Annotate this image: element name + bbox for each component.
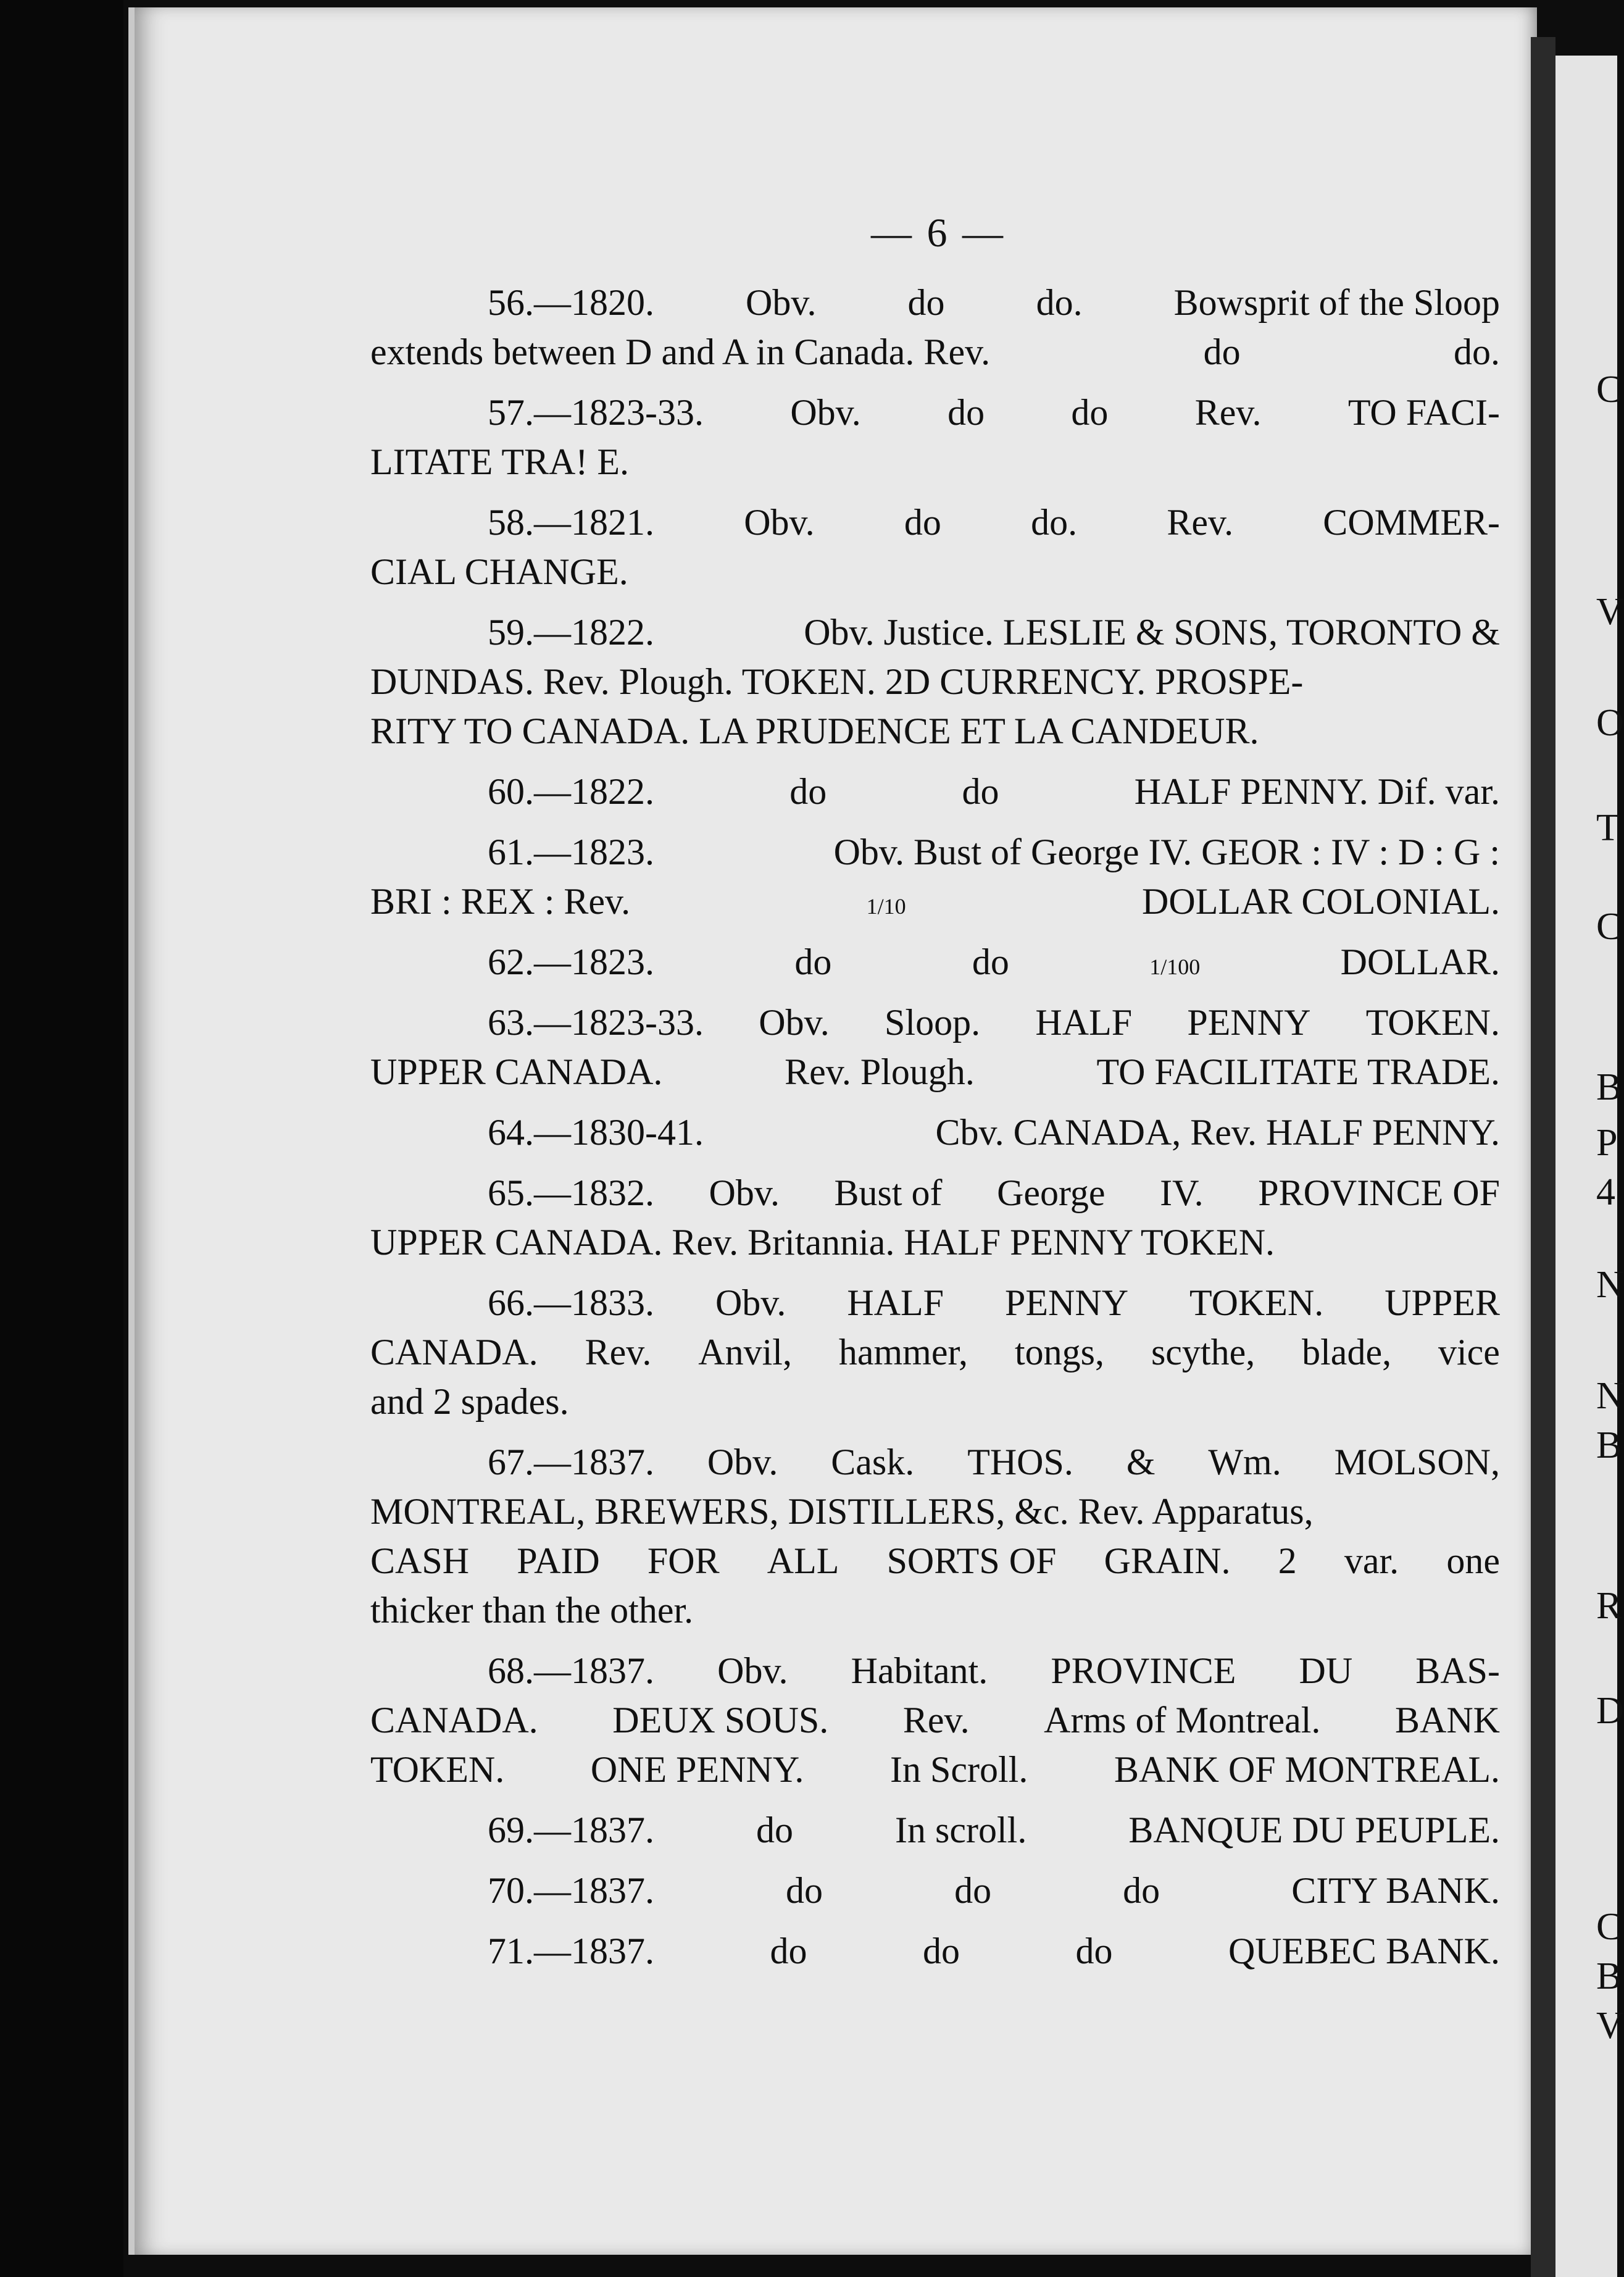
entry-text: Wm. [1208,1442,1281,1482]
entry-text: do [907,282,945,323]
entry-text: DUNDAS. Rev. Plough. TOKEN. 2D CURRENCY. PROSPE- [370,661,1304,702]
entry-text: PENNY [1187,1002,1311,1043]
entry-text: PROVINCE [1051,1650,1236,1691]
entry-number: 64.—1830-41. [488,1112,704,1153]
adjacent-page-letter: 4 [1596,1171,1615,1213]
adjacent-page-letter: R [1596,1585,1622,1627]
entry-text: hammer, [838,1332,968,1372]
catalogue-entry [370,1926,1500,1976]
catalogue-entry [370,1646,1500,1794]
entry-first-line [370,278,1500,327]
entry-text: QUEBEC BANK. [1228,1931,1500,1971]
catalogue-entry [370,1278,1500,1426]
entry-text: do [972,942,1009,982]
entry-number: 58.—1821. [488,502,654,543]
entry-number: 61.—1823. [488,832,654,872]
entry-text: CANADA. [370,1332,538,1372]
entry-continuation-line [370,1327,1500,1377]
entry-number: 67.—1837. [488,1442,654,1482]
entry-first-line [370,1437,1500,1487]
entry-text: DOLLAR COLONIAL. [1142,881,1500,922]
adjacent-page-letter: T [1596,807,1620,849]
entry-text: do. [1036,282,1083,323]
entry-text: 1/100 [1149,955,1201,979]
entry-text: TOKEN. [370,1749,505,1790]
entry-text: var. [1344,1540,1399,1581]
entry-continuation-line [370,547,1500,596]
entry-text: BANK OF MONTREAL. [1114,1749,1500,1790]
entry-text: In Scroll. [890,1749,1028,1790]
entry-text: do [789,771,827,812]
entry-text: vice [1438,1332,1500,1372]
entry-number: 57.—1823-33. [488,392,704,433]
entry-text: BANK [1394,1700,1500,1740]
entry-text: Obv. Bust of George IV. GEOR : IV : D : G : [833,832,1500,872]
entry-continuation-line [370,877,1500,926]
entry-first-line [370,1168,1500,1218]
entry-first-line [370,767,1500,816]
entry-continuation-line [370,1695,1500,1745]
entry-text: BRI : REX : Rev. [370,881,631,922]
entry-first-line [370,1866,1500,1915]
entry-text: TO FACI- [1347,392,1500,433]
entry-text: Bust of [834,1172,943,1213]
catalogue-entry [370,1437,1500,1635]
entry-text: do [756,1810,794,1850]
entry-text: & [1126,1442,1156,1482]
entry-number: 71.—1837. [488,1931,654,1971]
entry-text: blade, [1302,1332,1392,1372]
entry-text: do. [1454,332,1500,372]
entry-number: 70.—1837. [488,1870,654,1911]
entry-text: DEUX SOUS. [612,1700,829,1740]
entry-text: thicker than the other. [370,1590,694,1631]
entry-number: 56.—1820. [488,282,654,323]
entry-continuation-line [370,437,1500,487]
entry-text: ONE PENNY. [590,1749,804,1790]
adjacent-page-letter: C [1596,369,1622,411]
entry-number: 68.—1837. [488,1650,654,1691]
catalogue-entry [370,1866,1500,1915]
entry-text: do [770,1931,807,1971]
catalogue-entry [370,767,1500,816]
adjacent-page-letter: O [1596,702,1624,744]
entry-text: and 2 spades. [370,1381,569,1422]
entry-continuation-line [370,1487,1500,1536]
entry-first-line [370,1278,1500,1327]
entry-text: Obv. [709,1172,780,1213]
entry-text: do [922,1931,960,1971]
entry-continuation-line [370,1745,1500,1794]
adjacent-page-letter: C [1596,1906,1622,1948]
entry-text: Obv. [707,1442,778,1482]
adjacent-page-letter: N [1596,1375,1624,1417]
adjacent-page-letter: C [1596,906,1622,948]
entry-text: CIAL CHANGE. [370,551,628,592]
entry-continuation-line [370,1536,1500,1586]
entry-text: Obv. [744,502,815,543]
entry-first-line [370,937,1500,987]
entry-number: 65.—1832. [488,1172,654,1213]
entry-text: In scroll. [895,1810,1027,1850]
entry-text: Habitant. [851,1650,988,1691]
entry-text: UPPER CANADA. [370,1051,663,1092]
entry-first-line [370,1646,1500,1695]
scan-border-left [0,0,123,2277]
entry-text: TOKEN. [1189,1282,1324,1323]
catalogue-entry [370,1805,1500,1855]
entry-continuation-line [370,706,1500,756]
catalogue-entry [370,998,1500,1097]
entry-text: PAID [517,1540,600,1581]
entry-text: Rev. [585,1332,652,1372]
entry-continuation-line [370,1377,1500,1426]
entry-text: Sloop. [885,1002,981,1043]
entry-text: PROVINCE OF [1258,1172,1500,1213]
entry-text: one [1446,1540,1500,1581]
entry-continuation-line [370,1218,1500,1267]
entry-text: scythe, [1151,1332,1255,1372]
entry-text: Obv. Justice. LESLIE & SONS, TORONTO & [804,612,1500,653]
entry-text: Obv. [717,1650,788,1691]
adjacent-page-letter: B [1596,1066,1622,1108]
entry-text: MOLSON, [1334,1442,1500,1482]
entry-text: HALF PENNY. Dif. var. [1134,771,1500,812]
entry-text: IV. [1160,1172,1204,1213]
catalogue-entry [370,827,1500,926]
entry-text: George [997,1172,1106,1213]
entry-text: extends between D and A in Canada. Rev. [370,332,991,372]
entry-text: SORTS OF [886,1540,1057,1581]
adjacent-page-letter: P [1596,1122,1618,1164]
entry-text: Rev. [1167,502,1234,543]
entry-text: TOKEN. [1365,1002,1500,1043]
entry-number: 62.—1823. [488,942,654,982]
entry-text: CITY BANK. [1291,1870,1500,1911]
entry-text: do [794,942,832,982]
catalogue-entry [370,498,1500,596]
entry-text: tongs, [1014,1332,1105,1372]
entry-text: 1/10 [866,894,906,919]
entry-text: PENNY [1005,1282,1129,1323]
entry-continuation-line [370,657,1500,706]
entry-text: 2 [1278,1540,1297,1581]
entry-text: UPPER CANADA. Rev. Britannia. HALF PENNY TOKEN. [370,1222,1275,1263]
entry-text: do [1203,332,1241,372]
entry-text: Obv. [790,392,861,433]
entry-continuation-line [370,327,1500,377]
entry-text: Anvil, [698,1332,792,1372]
catalogue-entry [370,388,1500,487]
entry-first-line [370,998,1500,1047]
adjacent-page-letter: N [1596,1264,1624,1306]
entry-first-line [370,1108,1500,1157]
entry-text: Arms of Montreal. [1044,1700,1321,1740]
entry-text: do [954,1870,992,1911]
adjacent-page-letter: V [1596,2005,1624,2047]
entry-text: do. [1031,502,1078,543]
entry-first-line [370,498,1500,547]
coin-catalogue-entries [370,278,1500,1987]
entry-text: DU [1299,1650,1353,1691]
entry-text: do [904,502,941,543]
entry-text: do [1071,392,1109,433]
entry-text: Cbv. CANADA, Rev. HALF PENNY. [935,1112,1500,1153]
entry-text: LITATE TRA! E. [370,441,630,482]
entry-first-line [370,1805,1500,1855]
entry-first-line [370,388,1500,437]
catalogue-entry [370,1108,1500,1157]
entry-continuation-line [370,1586,1500,1635]
page-number: — 6 — [871,211,1006,256]
entry-text: BAS- [1415,1650,1500,1691]
entry-first-line [370,608,1500,657]
adjacent-page-letter: D [1596,1690,1624,1732]
entry-text: Obv. [746,282,817,323]
entry-text: BANQUE DU PEUPLE. [1128,1810,1500,1850]
entry-text: do [962,771,999,812]
entry-text: RITY TO CANADA. LA PRUDENCE ET LA CANDEUR. [370,711,1259,751]
entry-text: Bowsprit of the Sloop [1173,282,1500,323]
adjacent-page-letter: V [1596,591,1624,633]
entry-text: HALF [847,1282,944,1323]
entry-text: do [786,1870,823,1911]
entry-text: COMMER- [1323,502,1500,543]
entry-number: 59.—1822. [488,612,654,653]
entry-number: 60.—1822. [488,771,654,812]
entry-text: do [1075,1931,1113,1971]
entry-text: HALF [1035,1002,1133,1043]
entry-text: do [1123,1870,1160,1911]
entry-text: do [947,392,985,433]
entry-text: ALL [767,1540,839,1581]
entry-text: THOS. [967,1442,1073,1482]
adjacent-page-letter: B [1596,1424,1622,1466]
entry-number: 66.—1833. [488,1282,654,1323]
entry-text: GRAIN. [1104,1540,1231,1581]
catalogue-entry [370,937,1500,987]
book-gutter [1531,37,1555,2277]
entry-text: Obv. [759,1002,830,1043]
catalogue-entry [370,278,1500,377]
entry-text: UPPER [1385,1282,1500,1323]
entry-continuation-line [370,1047,1500,1097]
entry-text: MONTREAL, BREWERS, DISTILLERS, &c. Rev. Apparatus, [370,1491,1314,1532]
entry-first-line [370,1926,1500,1976]
entry-text: Rev. [1194,392,1262,433]
entry-first-line [370,827,1500,877]
adjacent-page-letter: B [1596,1955,1622,1997]
catalogue-entry [370,608,1500,756]
entry-text: Obv. [715,1282,786,1323]
entry-text: CASH [370,1540,470,1581]
entry-number: 63.—1823-33. [488,1002,704,1043]
entry-text: Rev. [902,1700,970,1740]
entry-text: Cask. [831,1442,915,1482]
entry-text: DOLLAR. [1340,942,1500,982]
entry-text: TO FACILITATE TRADE. [1096,1051,1500,1092]
entry-text: CANADA. [370,1700,538,1740]
entry-text: FOR [647,1540,720,1581]
entry-text: Rev. Plough. [785,1051,975,1092]
catalogue-entry [370,1168,1500,1267]
entry-number: 69.—1837. [488,1810,654,1850]
